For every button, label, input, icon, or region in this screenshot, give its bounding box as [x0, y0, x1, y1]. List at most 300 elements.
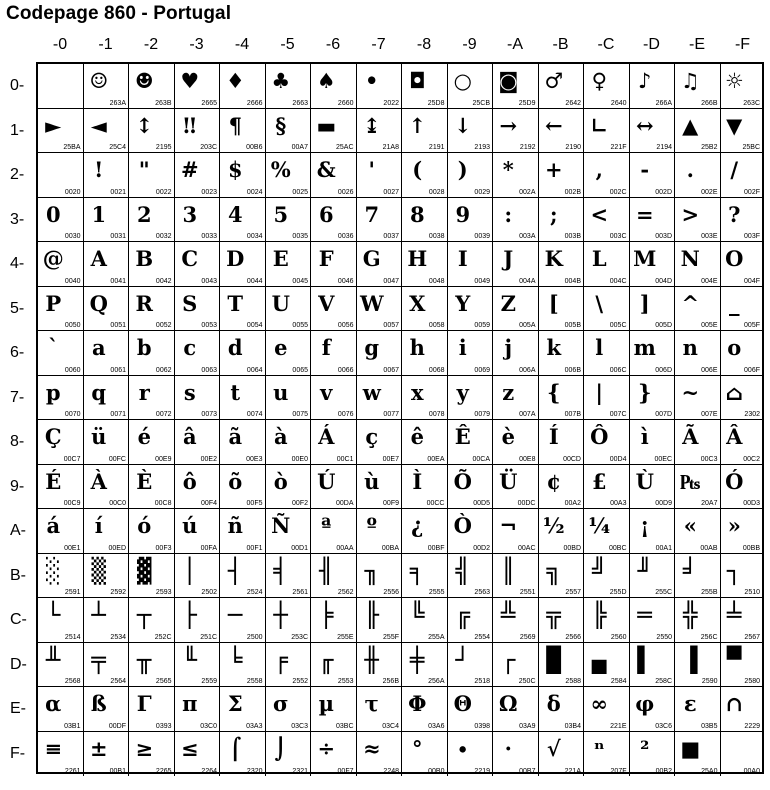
char-glyph: Á — [318, 424, 335, 449]
unicode-code: 00EA — [427, 455, 445, 463]
char-glyph: ¿ — [411, 513, 424, 538]
char-cell — [675, 420, 721, 465]
column-header: -E — [689, 36, 705, 53]
char-glyph: a — [91, 335, 106, 360]
unicode-code: 0028 — [428, 188, 445, 196]
unicode-code: 005F — [744, 322, 760, 329]
char-glyph: ß — [90, 691, 107, 716]
unicode-code: 0036 — [337, 233, 354, 240]
char-glyph: ╤ — [91, 645, 106, 674]
char-cell — [630, 109, 676, 154]
char-glyph: ! — [94, 157, 104, 182]
char-cell — [630, 420, 676, 465]
char-glyph: ) — [457, 157, 468, 182]
char-cell — [311, 376, 357, 421]
char-glyph: ╬ — [683, 601, 698, 629]
unicode-code: 2510 — [744, 589, 760, 596]
char-cell — [584, 643, 630, 688]
unicode-code: 2219 — [474, 768, 490, 775]
char-glyph: ▬ — [316, 112, 337, 138]
char-glyph: ╒ — [273, 645, 288, 674]
column-header: -B — [552, 36, 569, 53]
char-cell — [539, 198, 585, 243]
char-glyph: , — [595, 157, 603, 182]
row-header: 0- — [10, 77, 25, 94]
unicode-code: 2561 — [292, 589, 308, 596]
char-cell — [539, 153, 585, 198]
unicode-code: 2190 — [565, 144, 581, 151]
char-glyph: Ê — [454, 424, 471, 449]
column-header: -3 — [189, 36, 204, 53]
char-cell — [584, 732, 630, 777]
row-header: 7- — [10, 388, 25, 406]
char-cell — [539, 732, 585, 777]
char-glyph: q — [91, 379, 107, 405]
char-cell — [311, 109, 357, 154]
row-header: C- — [10, 611, 27, 628]
unicode-code: 006B — [564, 366, 581, 374]
char-cell — [721, 732, 763, 777]
char-cell — [175, 64, 221, 109]
char-cell — [311, 643, 357, 688]
unicode-code: 00CD — [563, 455, 581, 463]
char-cell — [175, 198, 221, 243]
char-cell — [311, 687, 357, 732]
char-glyph: @ — [42, 246, 64, 271]
char-glyph: ► — [45, 112, 62, 138]
char-glyph: ª — [321, 513, 332, 538]
char-cell — [175, 420, 221, 465]
char-cell — [220, 598, 266, 643]
char-cell — [493, 465, 539, 510]
unicode-code: 00F5 — [246, 500, 263, 507]
char-glyph: E — [272, 246, 289, 271]
char-glyph: 2 — [136, 201, 152, 227]
char-glyph: O — [725, 246, 744, 271]
char-cell — [220, 287, 266, 332]
char-cell — [539, 465, 585, 510]
char-cell — [493, 64, 539, 109]
char-cell — [402, 598, 448, 643]
unicode-code: 00B6 — [246, 144, 263, 151]
char-glyph: ½ — [542, 513, 565, 538]
char-glyph: r — [138, 379, 150, 405]
unicode-code: 00D2 — [473, 544, 490, 552]
unicode-code: 007C — [609, 411, 627, 418]
char-cell — [357, 420, 403, 465]
char-cell — [38, 109, 84, 154]
unicode-code: 00F7 — [337, 768, 354, 775]
char-glyph: V — [318, 290, 335, 316]
char-cell — [721, 598, 763, 643]
char-glyph: └ — [46, 601, 61, 629]
char-cell — [493, 376, 539, 421]
unicode-code: 0055 — [292, 322, 308, 329]
unicode-code: 00E9 — [155, 455, 172, 463]
unicode-code: 0041 — [110, 277, 126, 285]
char-cell — [84, 242, 130, 287]
unicode-code: 002D — [655, 188, 672, 196]
char-cell — [493, 687, 539, 732]
unicode-code: 0059 — [474, 322, 490, 329]
unicode-code: 03BC — [335, 722, 354, 730]
char-cell — [220, 643, 266, 688]
unicode-code: 003F — [744, 233, 760, 240]
char-cell — [493, 153, 539, 198]
char-cell — [357, 554, 403, 599]
char-glyph: ≡ — [44, 735, 63, 761]
unicode-code: 221E — [610, 722, 627, 730]
unicode-code: 2568 — [64, 678, 81, 685]
char-glyph: < — [590, 201, 609, 227]
unicode-code: 2593 — [155, 589, 172, 596]
char-cell — [84, 598, 130, 643]
char-glyph: ÷ — [317, 735, 336, 761]
unicode-code: 2558 — [246, 678, 263, 685]
char-glyph: Θ — [453, 691, 472, 716]
unicode-code: 2320 — [246, 768, 263, 775]
char-glyph: C — [181, 246, 199, 271]
char-glyph: T — [227, 290, 244, 316]
char-glyph: ☼ — [724, 68, 744, 93]
unicode-code: 0050 — [64, 322, 81, 329]
char-cell — [539, 554, 585, 599]
unicode-code: 03A3 — [246, 722, 263, 730]
char-cell — [357, 643, 403, 688]
char-glyph: Õ — [453, 468, 472, 494]
char-glyph: U — [271, 290, 290, 316]
char-glyph: D — [226, 246, 245, 271]
unicode-code: 00AC — [517, 544, 536, 552]
unicode-code: 00F3 — [155, 544, 172, 552]
char-glyph: ì — [640, 424, 649, 449]
unicode-code: 2192 — [519, 144, 536, 151]
char-glyph: H — [407, 246, 428, 271]
char-glyph: Â — [726, 424, 743, 449]
char-cell — [38, 287, 84, 332]
char-glyph: Ì — [412, 468, 423, 494]
unicode-code: 00E1 — [64, 544, 81, 552]
char-cell — [675, 465, 721, 510]
char-glyph: ô — [182, 468, 197, 494]
unicode-code: 2562 — [337, 589, 354, 596]
char-cell — [84, 287, 130, 332]
column-header: -C — [597, 36, 615, 53]
unicode-code: 0030 — [64, 233, 81, 240]
unicode-code: 25CB — [472, 99, 490, 107]
char-glyph: í — [94, 513, 103, 538]
char-cell — [84, 420, 130, 465]
char-glyph: ♠ — [316, 68, 336, 93]
char-cell — [448, 242, 494, 287]
char-glyph: ▼ — [726, 112, 743, 138]
char-cell — [266, 376, 312, 421]
char-glyph: > — [681, 201, 700, 227]
char-cell — [630, 242, 676, 287]
unicode-code: 0035 — [292, 233, 308, 240]
char-glyph: â — [182, 424, 197, 449]
unicode-code: 2261 — [64, 768, 81, 775]
unicode-code: 2591 — [64, 589, 81, 596]
unicode-code: 0037 — [383, 233, 399, 240]
char-glyph: ┼ — [273, 601, 288, 629]
char-cell — [220, 376, 266, 421]
column-header: -7 — [371, 36, 386, 53]
unicode-code: 00FA — [200, 544, 217, 552]
unicode-code: 00D5 — [473, 500, 490, 507]
unicode-code: 255E — [337, 633, 354, 641]
char-glyph: ♂ — [544, 68, 564, 93]
char-cell — [220, 242, 266, 287]
unicode-code: 2554 — [474, 633, 490, 641]
unicode-code: 2500 — [246, 633, 263, 641]
unicode-code: 00F9 — [383, 500, 399, 507]
char-glyph: À — [90, 468, 107, 494]
char-glyph: G — [362, 246, 381, 271]
unicode-code: 0393 — [155, 722, 172, 730]
char-cell — [448, 465, 494, 510]
unicode-code: 007B — [564, 411, 581, 418]
unicode-code: 0051 — [110, 322, 126, 329]
char-glyph: ≤ — [180, 735, 199, 761]
unicode-code: 0058 — [428, 322, 445, 329]
char-cell — [448, 376, 494, 421]
char-glyph: ≥ — [135, 735, 154, 761]
char-cell — [84, 643, 130, 688]
unicode-code: 2666 — [246, 99, 263, 107]
char-cell — [220, 509, 266, 554]
char-cell — [402, 287, 448, 332]
char-glyph: ┤ — [228, 556, 243, 585]
char-glyph: ♣ — [271, 68, 291, 93]
char-glyph: [ — [548, 290, 559, 316]
char-cell — [175, 554, 221, 599]
unicode-code: 03B4 — [564, 722, 581, 730]
char-glyph: █ — [546, 645, 561, 674]
unicode-code: 00B0 — [428, 768, 445, 775]
char-glyph: Ú — [317, 468, 336, 494]
char-cell — [84, 109, 130, 154]
char-glyph: W — [359, 290, 384, 316]
unicode-code: 25A0 — [701, 768, 718, 775]
char-cell — [311, 153, 357, 198]
char-glyph: u — [273, 379, 289, 405]
unicode-code: 007A — [519, 411, 536, 418]
char-cell — [675, 732, 721, 777]
char-cell — [311, 331, 357, 376]
char-cell — [129, 287, 175, 332]
char-glyph: g — [364, 335, 380, 360]
char-glyph: │ — [182, 556, 197, 585]
unicode-code: 002F — [744, 188, 760, 196]
unicode-code: 002E — [701, 188, 718, 196]
char-cell — [675, 598, 721, 643]
char-glyph: ; — [549, 201, 558, 227]
unicode-code: 258C — [655, 678, 672, 685]
unicode-code: 266A — [655, 99, 672, 107]
column-header: -8 — [416, 36, 432, 53]
char-cell — [584, 109, 630, 154]
unicode-code: 00E2 — [200, 455, 217, 463]
char-cell — [539, 598, 585, 643]
char-cell — [175, 109, 221, 154]
char-glyph: ▀ — [727, 645, 742, 674]
char-cell — [311, 287, 357, 332]
column-header: -A — [507, 36, 523, 53]
char-cell — [539, 376, 585, 421]
char-glyph: ╝ — [592, 556, 607, 585]
char-cell — [38, 732, 84, 777]
column-header: -F — [734, 36, 751, 53]
char-cell — [311, 420, 357, 465]
char-glyph: ▓ — [137, 556, 152, 585]
char-glyph: ¶ — [228, 112, 242, 138]
char-glyph: á — [46, 513, 61, 538]
unicode-code: 00D9 — [655, 500, 672, 507]
unicode-code: 2302 — [744, 411, 760, 418]
char-cell — [402, 198, 448, 243]
char-cell — [266, 687, 312, 732]
char-cell — [584, 509, 630, 554]
unicode-code: 00F1 — [246, 544, 263, 552]
unicode-code: 0054 — [246, 322, 263, 329]
char-glyph: R — [135, 290, 153, 316]
char-cell — [84, 153, 130, 198]
unicode-code: 00E7 — [382, 455, 399, 463]
char-cell — [539, 287, 585, 332]
char-glyph: z — [502, 379, 515, 405]
row-header: 4- — [10, 255, 25, 272]
char-glyph: Ü — [499, 468, 518, 494]
char-glyph: ü — [91, 424, 107, 449]
char-glyph: ^ — [681, 290, 700, 316]
char-cell — [493, 554, 539, 599]
char-cell — [448, 64, 494, 109]
char-glyph: 6 — [318, 201, 334, 227]
char-glyph: ◄ — [90, 112, 107, 138]
unicode-code: 00FC — [108, 455, 126, 463]
unicode-code: 006E — [701, 366, 718, 374]
char-cell — [175, 732, 221, 777]
char-glyph: x — [410, 379, 424, 405]
char-cell — [448, 153, 494, 198]
char-cell — [448, 732, 494, 777]
char-glyph: t — [230, 379, 241, 405]
char-glyph: 3 — [182, 201, 198, 227]
unicode-code: 004B — [564, 277, 581, 285]
char-cell — [266, 554, 312, 599]
unicode-code: 255D — [609, 589, 627, 596]
char-glyph: ▒ — [91, 556, 106, 585]
char-glyph: º — [366, 513, 377, 538]
char-glyph: ╥ — [137, 645, 152, 674]
unicode-code: 0024 — [246, 188, 263, 196]
unicode-code: 2588 — [565, 678, 581, 685]
unicode-code: 0061 — [110, 366, 126, 374]
char-glyph: ¼ — [588, 513, 611, 538]
char-cell — [357, 732, 403, 777]
char-cell — [266, 643, 312, 688]
char-cell — [402, 687, 448, 732]
row-header: 5- — [10, 299, 25, 317]
char-glyph: ` — [48, 335, 59, 360]
char-glyph: ú — [182, 513, 198, 538]
char-glyph: ╚ — [410, 601, 425, 629]
unicode-code: 2663 — [292, 99, 308, 107]
unicode-code: 00BF — [427, 544, 445, 552]
char-glyph: P — [45, 290, 62, 316]
unicode-code: 00F4 — [201, 500, 217, 507]
unicode-code: 0069 — [474, 366, 490, 374]
char-glyph: ╖ — [364, 556, 379, 585]
char-glyph: · — [504, 735, 512, 761]
char-cell — [448, 643, 494, 688]
char-glyph: ☺ — [89, 68, 109, 93]
unicode-code: 0070 — [64, 411, 81, 418]
unicode-code: 0043 — [201, 277, 217, 285]
unicode-code: 004A — [519, 277, 536, 285]
column-header: -2 — [143, 36, 159, 53]
char-glyph: k — [546, 335, 562, 360]
char-cell — [357, 509, 403, 554]
char-cell — [129, 643, 175, 688]
char-cell — [448, 287, 494, 332]
char-cell — [584, 376, 630, 421]
char-cell — [721, 465, 763, 510]
char-glyph: Y — [455, 290, 471, 316]
unicode-code: 2193 — [474, 144, 490, 151]
char-glyph: ▌ — [637, 645, 652, 674]
char-glyph: ? — [728, 201, 741, 227]
char-glyph: ░ — [46, 556, 61, 585]
char-glyph: « — [683, 513, 697, 538]
char-cell — [84, 64, 130, 109]
unicode-code: 00D3 — [743, 500, 760, 507]
char-cell — [129, 242, 175, 287]
char-cell — [266, 109, 312, 154]
char-glyph: w — [362, 379, 381, 405]
unicode-code: 2550 — [656, 633, 672, 641]
char-cell — [448, 198, 494, 243]
char-glyph: § — [275, 112, 287, 138]
unicode-code: 2556 — [383, 589, 399, 596]
char-cell — [357, 153, 403, 198]
unicode-code: 263C — [743, 99, 760, 107]
unicode-code: 00AB — [700, 544, 718, 552]
char-cell — [38, 376, 84, 421]
char-cell — [357, 198, 403, 243]
char-glyph: ╡ — [273, 556, 288, 585]
char-cell — [311, 64, 357, 109]
char-glyph: ╙ — [182, 645, 197, 674]
char-cell — [266, 64, 312, 109]
unicode-code: 00C3 — [700, 455, 718, 463]
char-cell — [402, 643, 448, 688]
char-cell — [721, 242, 763, 287]
char-glyph: p — [45, 379, 61, 405]
char-glyph: : — [504, 201, 513, 227]
char-glyph: ╛ — [683, 556, 698, 585]
column-header: -D — [643, 36, 660, 53]
char-glyph: ■ — [680, 735, 701, 761]
char-cell — [38, 687, 84, 732]
unicode-code: 2265 — [155, 768, 172, 775]
char-cell — [675, 509, 721, 554]
unicode-code: 00BA — [381, 544, 399, 552]
char-glyph: ┘ — [455, 645, 470, 674]
char-cell — [129, 153, 175, 198]
unicode-code: 2660 — [337, 99, 354, 107]
